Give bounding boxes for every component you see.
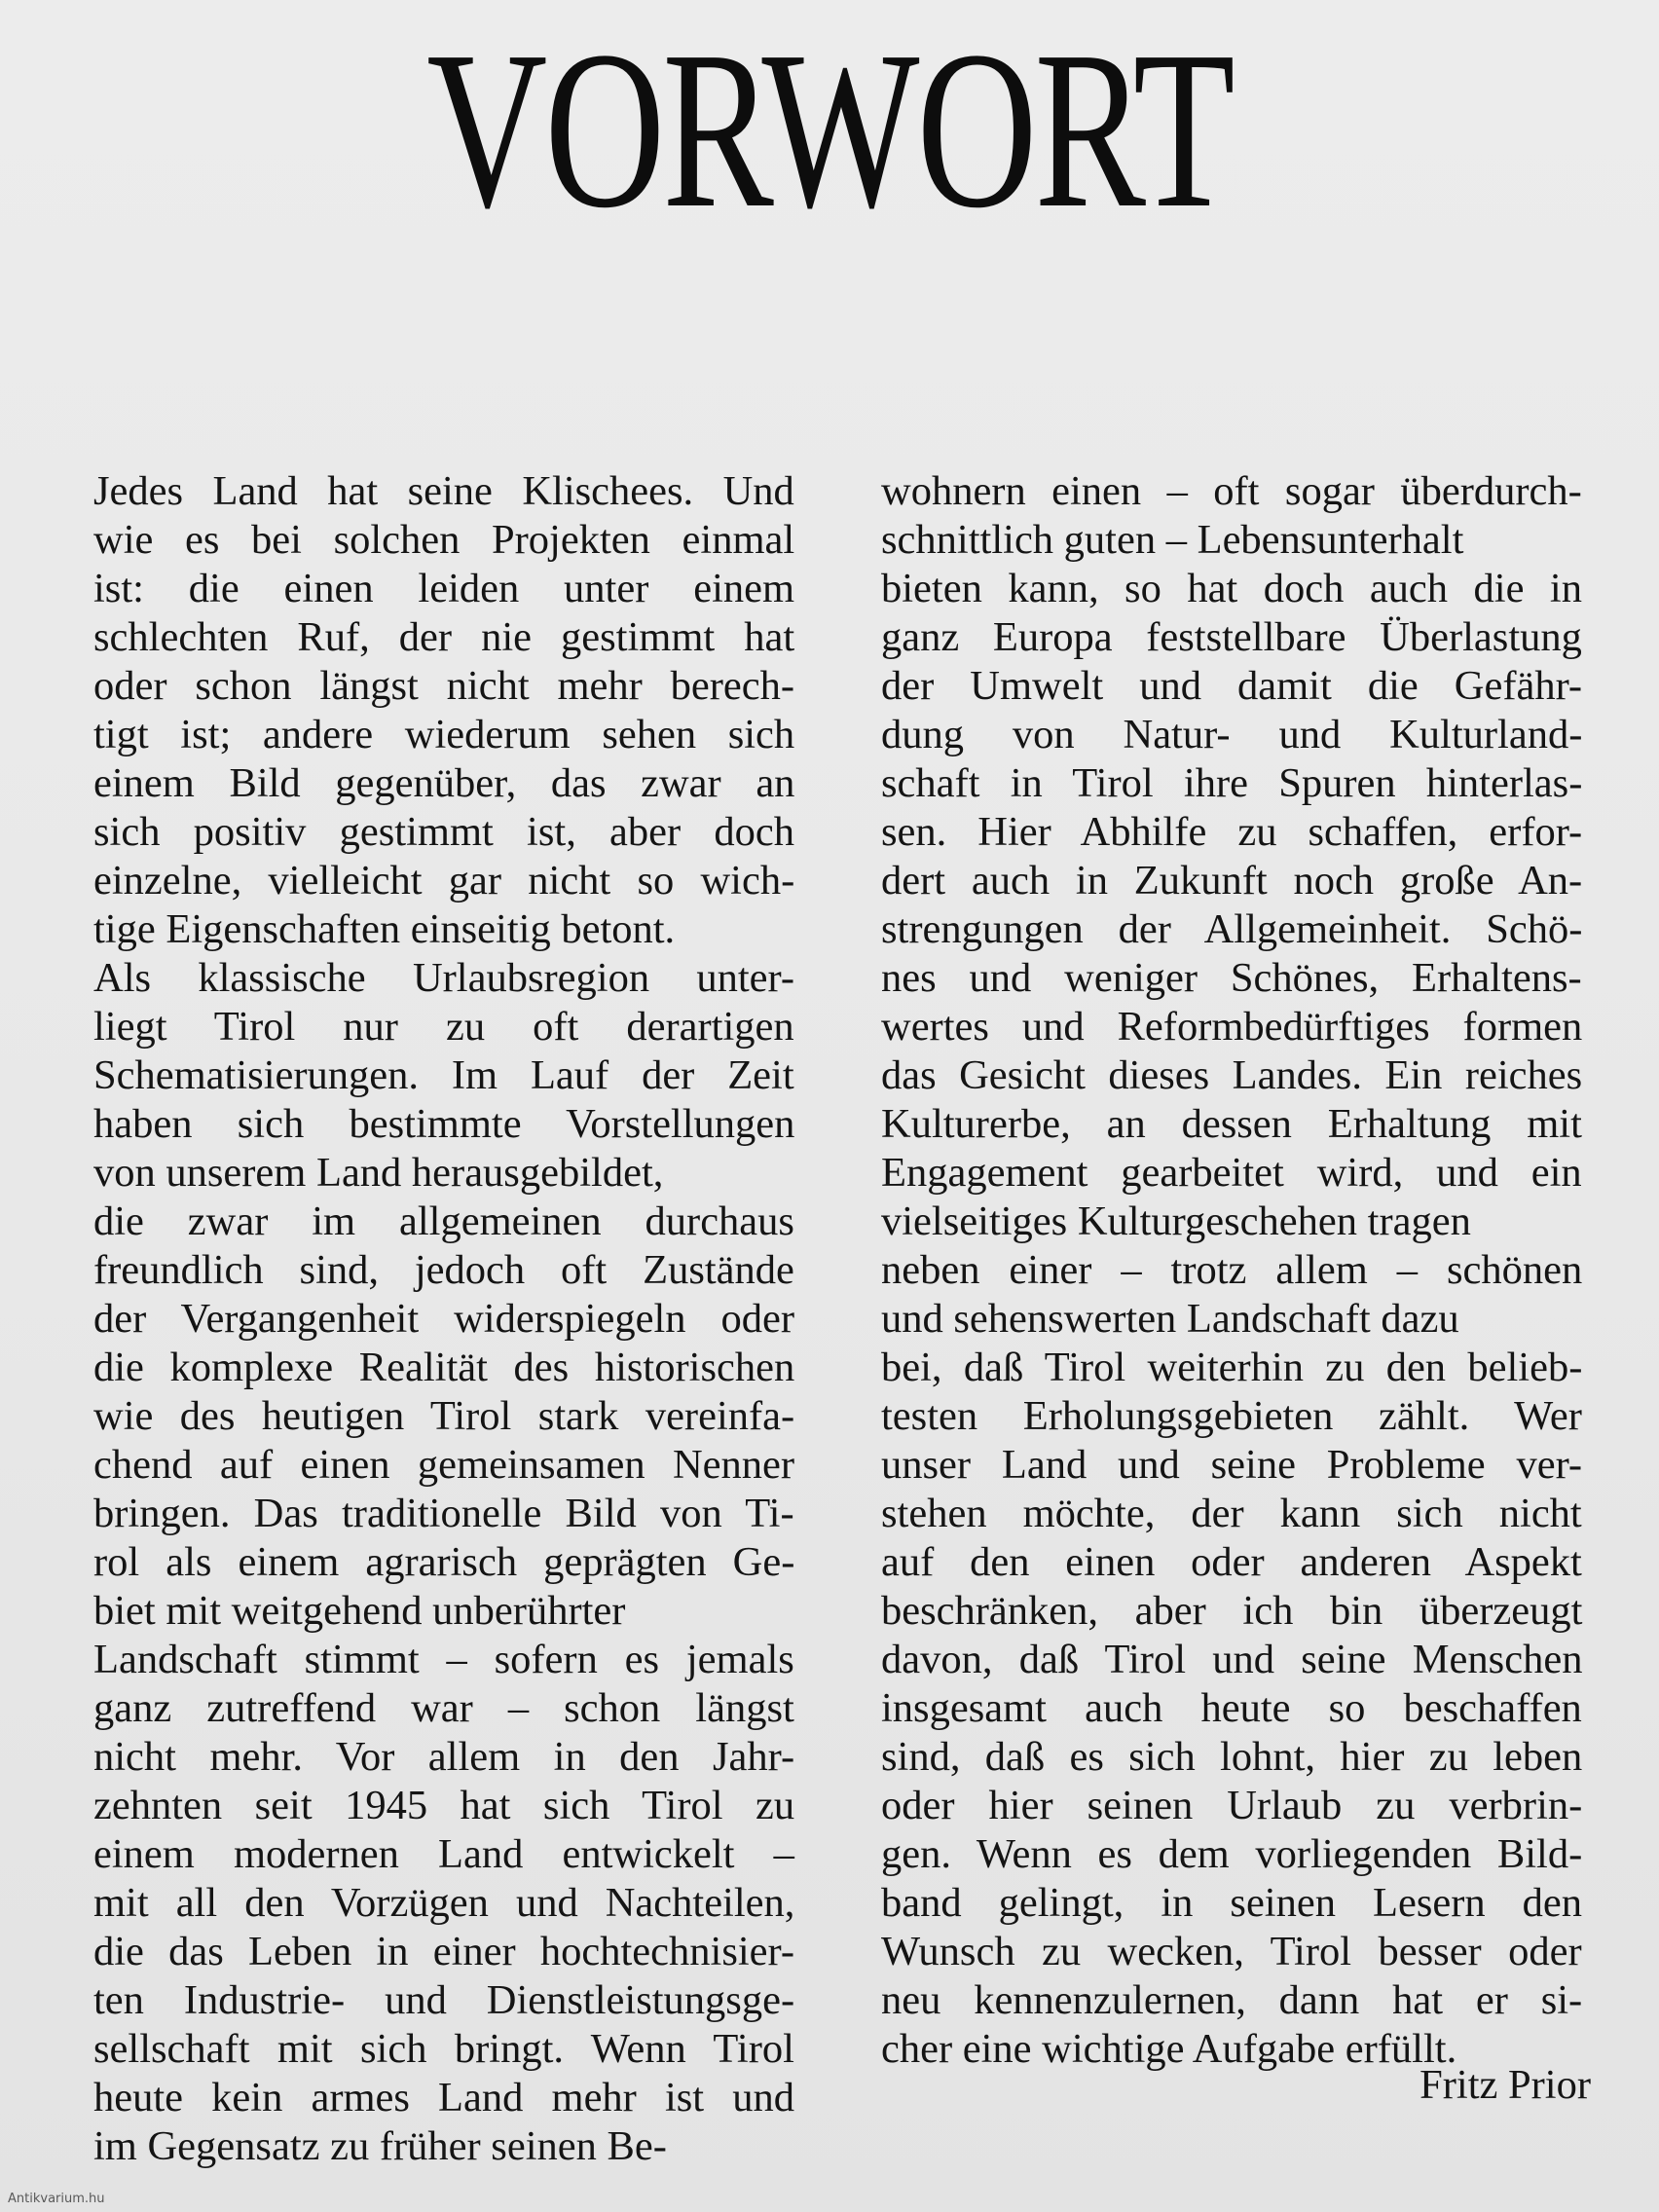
text-line: wie des heutigen Tirol stark vereinfa- <box>93 1393 795 1439</box>
text-line: freundlich sind, jedoch oft Zustände <box>93 1247 794 1293</box>
text-line: oder hier seinen Urlaub zu verbrin- <box>881 1783 1583 1828</box>
watermark: Antikvarium.hu <box>8 2192 105 2206</box>
text-line: sen. Hier Abhilfe zu schaffen, erfor- <box>881 809 1583 855</box>
page-title: VORWORT <box>426 5 1233 255</box>
text-column-left <box>93 467 794 2171</box>
text-line: dung von Natur- und Kulturland- <box>881 712 1583 757</box>
text-line: rol als einem agrarisch geprägten Ge- <box>93 1539 795 1585</box>
text-line: mit all den Vorzügen und Nachteilen, <box>93 1880 795 1926</box>
text-line: gen. Wenn es dem vorliegenden Bild- <box>881 1831 1583 1877</box>
text-line: ganz zutreffend war – schon längst <box>93 1685 794 1731</box>
text-line: das Gesicht dieses Landes. Ein reiches <box>881 1052 1583 1098</box>
text-line: bringen. Das traditionelle Bild von Ti- <box>93 1491 794 1536</box>
text-line: cher eine wichtige Aufgabe erfüllt. <box>881 2026 1457 2072</box>
text-line: sind, daß es sich lohnt, hier zu leben <box>881 1734 1583 1780</box>
text-line: heute kein armes Land mehr ist und <box>93 2075 794 2120</box>
text-line: ten Industrie- und Dienstleistungsge- <box>93 1977 795 2023</box>
text-line: bieten kann, so hat doch auch die in <box>881 566 1582 611</box>
text-line: schnittlich guten – Lebensunterhalt <box>881 517 1464 563</box>
text-line: tige Eigenschaften einseitig betont. <box>93 906 676 952</box>
text-line: unser Land und seine Probleme ver- <box>881 1442 1583 1488</box>
text-line: und sehenswerten Landschaft dazu <box>881 1296 1459 1342</box>
text-line: neben einer – trotz allem – schönen <box>881 1247 1583 1293</box>
text-line: ganz Europa feststellbare Überlastung <box>881 614 1582 660</box>
text-line: der Umwelt und damit die Gefähr- <box>881 663 1583 709</box>
author-signature: Fritz Prior <box>1419 2062 1591 2108</box>
text-line: nes und weniger Schönes, Erhaltens- <box>881 955 1582 1001</box>
text-line: Jedes Land hat seine Klischees. Und <box>93 468 794 514</box>
text-line: davon, daß Tirol und seine Menschen <box>881 1637 1583 1682</box>
text-line: im Gegensatz zu früher seinen Be- <box>93 2123 667 2169</box>
text-line: stehen möchte, der kann sich nicht <box>881 1491 1582 1536</box>
text-line: einzelne, vielleicht gar nicht so wich- <box>93 858 795 903</box>
text-line: wohnern einen – oft sogar überdurch- <box>881 468 1582 514</box>
text-line: Kulturerbe, an dessen Erhaltung mit <box>881 1101 1582 1147</box>
text-line: nicht mehr. Vor allem in den Jahr- <box>93 1734 795 1780</box>
text-line: chend auf einen gemeinsamen Nenner <box>93 1442 795 1488</box>
text-line: Landschaft stimmt – sofern es jemals <box>93 1637 794 1682</box>
text-line: sich positiv gestimmt ist, aber doch <box>93 809 795 855</box>
text-line: Als klassische Urlaubsregion unter- <box>93 955 794 1001</box>
text-line: einem Bild gegenüber, das zwar an <box>93 760 795 806</box>
text-line: auf den einen oder anderen Aspekt <box>881 1539 1582 1585</box>
text-line: zehnten seit 1945 hat sich Tirol zu <box>93 1783 795 1828</box>
text-line: neu kennenzulernen, dann hat er si- <box>881 1977 1583 2023</box>
text-line: liegt Tirol nur zu oft derartigen <box>93 1004 794 1050</box>
text-line: biet mit weitgehend unberührter <box>93 1588 626 1634</box>
text-line: insgesamt auch heute so beschaffen <box>881 1685 1582 1731</box>
text-line: die komplexe Realität des historischen <box>93 1345 795 1390</box>
text-line: ist: die einen leiden unter einem <box>93 566 795 611</box>
text-line: testen Erholungsgebieten zählt. Wer <box>881 1393 1582 1439</box>
text-column-right <box>881 467 1582 2074</box>
text-line: tigt ist; andere wiederum sehen sich <box>93 712 795 757</box>
text-line: von unserem Land herausgebildet, <box>93 1150 664 1196</box>
text-line: bei, daß Tirol weiterhin zu den belieb- <box>881 1345 1583 1390</box>
text-line: wertes und Reformbedürftiges formen <box>881 1004 1583 1050</box>
text-line: Schematisierungen. Im Lauf der Zeit <box>93 1052 794 1098</box>
text-line: band gelingt, in seinen Lesern den <box>881 1880 1583 1926</box>
text-line: die das Leben in einer hochtechnisier- <box>93 1929 795 1974</box>
text-line: die zwar im allgemeinen durchaus <box>93 1198 794 1244</box>
text-line: vielseitiges Kulturgeschehen tragen <box>881 1198 1471 1244</box>
text-line: Engagement gearbeitet wird, und ein <box>881 1150 1582 1196</box>
text-line: einem modernen Land entwickelt – <box>93 1831 794 1877</box>
text-line: oder schon längst nicht mehr berech- <box>93 663 795 709</box>
text-line: dert auch in Zukunft noch große An- <box>881 858 1583 903</box>
text-line: Wunsch zu wecken, Tirol besser oder <box>881 1929 1582 1974</box>
text-line: haben sich bestimmte Vorstellungen <box>93 1101 795 1147</box>
text-line: schaft in Tirol ihre Spuren hinterlas- <box>881 760 1583 806</box>
text-line: schlechten Ruf, der nie gestimmt hat <box>93 614 795 660</box>
text-line: strengungen der Allgemeinheit. Schö- <box>881 906 1583 952</box>
text-line: der Vergangenheit widerspiegeln oder <box>93 1296 794 1342</box>
text-line: sellschaft mit sich bringt. Wenn Tirol <box>93 2026 794 2072</box>
text-line: wie es bei solchen Projekten einmal <box>93 517 795 563</box>
text-line: beschränken, aber ich bin überzeugt <box>881 1588 1583 1634</box>
